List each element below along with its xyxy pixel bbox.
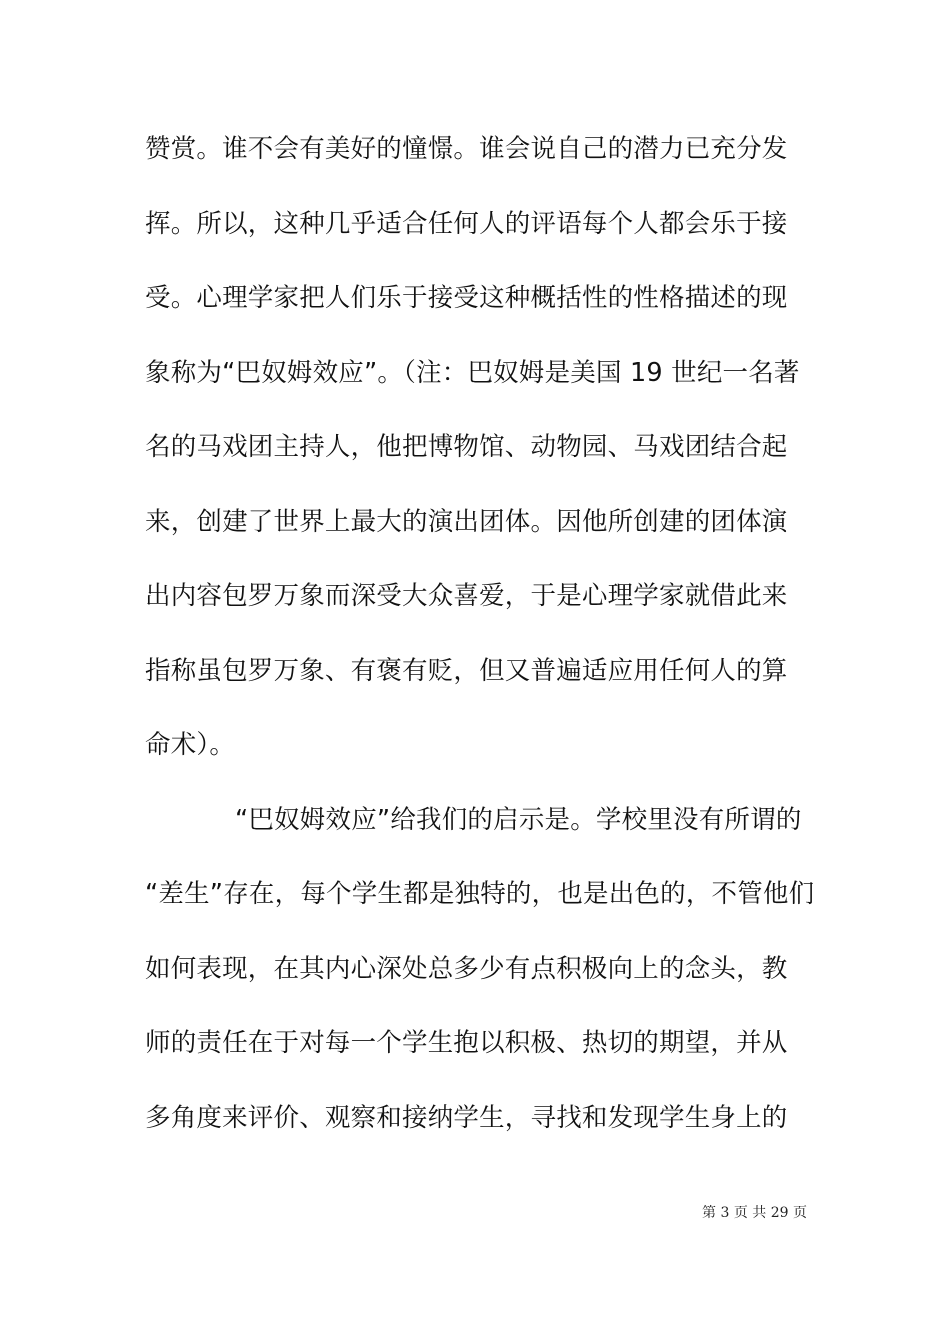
text-line: 赞赏。谁不会有美好的憧憬。谁会说自己的潜力已充分发 [145, 134, 788, 164]
text-line: 来，创建了世界上最大的演出团体。因他所创建的团体演 [145, 506, 788, 537]
text-line: 名的马戏团主持人，他把博物馆、动物园、马戏团结合起 [145, 432, 788, 462]
page-number-footer: 第 3 页 共 29 页 [702, 1205, 807, 1221]
text-line: 师的责任在于对每一个学生抱以积极、热切的期望，并从 [145, 1028, 788, 1058]
text-line: 命术）。 [145, 730, 236, 760]
paragraph-start-line: “巴奴姆效应”给我们的启示是。学校里没有所谓的 [235, 804, 802, 835]
text-line: 象称为“巴奴姆效应”。（注：巴奴姆是美国 19 世纪一名著 [145, 357, 800, 388]
text-line: “差生”存在，每个学生都是独特的，也是出色的，不管他们 [145, 879, 815, 909]
text-line: 挥。所以，这种几乎适合任何人的评语每个人都会乐于接 [145, 208, 788, 239]
body-text [145, 112, 815, 1155]
text-line: 如何表现，在其内心深处总多少有点积极向上的念头，教 [145, 953, 788, 984]
text-line: 出内容包罗万象而深受大众喜爱，于是心理学家就借此来 [145, 581, 788, 611]
text-line: 受。心理学家把人们乐于接受这种概括性的性格描述的现 [145, 283, 788, 313]
text-line: 多角度来评价、观察和接纳学生，寻找和发现学生身上的 [145, 1102, 788, 1133]
text-line: 指称虽包罗万象、有褒有贬，但又普遍适应用任何人的算 [145, 655, 788, 686]
